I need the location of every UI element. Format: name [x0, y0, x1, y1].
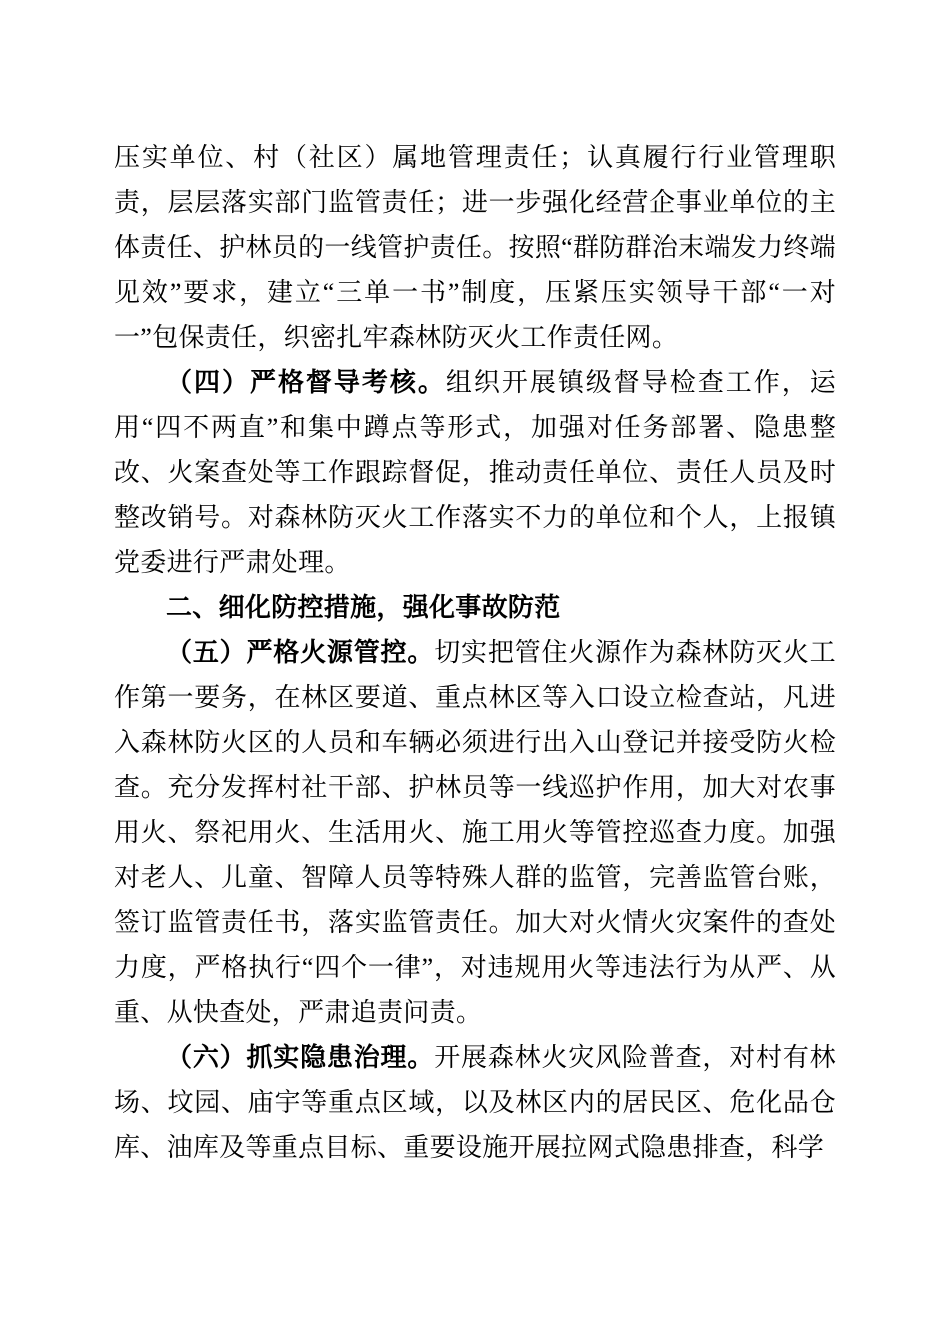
paragraph-section-4: [114, 360, 836, 585]
paragraph-section-5-lead: （五）严格火源管控。: [166, 637, 435, 667]
paragraph-section-6-lead: （六）抓实隐患治理。: [166, 1042, 435, 1072]
section-heading-2: 二、细化防控措施，强化事故防范: [166, 592, 561, 622]
paragraph-section-6-text: 开展森林火灾风险普查，对村有林场、坟园、庙宇等重点区域，以及林区内的居民区、危化品仓库、油库及等重点目标、重要设施开展拉网式隐患排查，科学: [114, 1043, 836, 1162]
paragraph-section-4-text: 组织开展镇级督导检查工作，运用“四不两直”和集中蹲点等形式，加强对任务部署、隐患整改、火案查处等工作跟踪督促，推动责任单位、责任人员及时整改销号。对森林防灭火工作落实不力的单位和个人，上报镇党委进行严肃处理。: [114, 368, 836, 577]
paragraph-section-4-lead: （四）严格督导考核。: [166, 367, 446, 397]
paragraph-section-5-text: 切实把管住火源作为森林防灭火工作第一要务，在林区要道、重点林区等入口设立检查站，凡进入森林防火区的人员和车辆必须进行出入山登记并接受防火检查。充分发挥村社干部、护林员等一线巡护作用，加大对农事用火、祭祀用火、生活用火、施工用火等管控巡查力度。加强对老人、儿童、智障人员等特殊人群的监管，完善监管台账，签订监管责任书，落实监管责任。加大对火情火灾案件的查处力度，严格执行“四个一律”，对违规用火等违法行为从严、从重、从快查处，严肃追责问责。: [114, 638, 836, 1027]
paragraph-section-5: [114, 630, 836, 1035]
paragraph-continuation: 压实单位、村（社区）属地管理责任；认真履行行业管理职责，层层落实部门监管责任；进一步强化经营企事业单位的主体责任、护林员的一线管护责任。按照“群防群治末端发力终端见效”要求，建立“三单一书”制度，压紧压实领导干部“一对一”包保责任，织密扎牢森林防灭火工作责任网。: [114, 143, 836, 352]
paragraph-section-6: [114, 1035, 836, 1170]
